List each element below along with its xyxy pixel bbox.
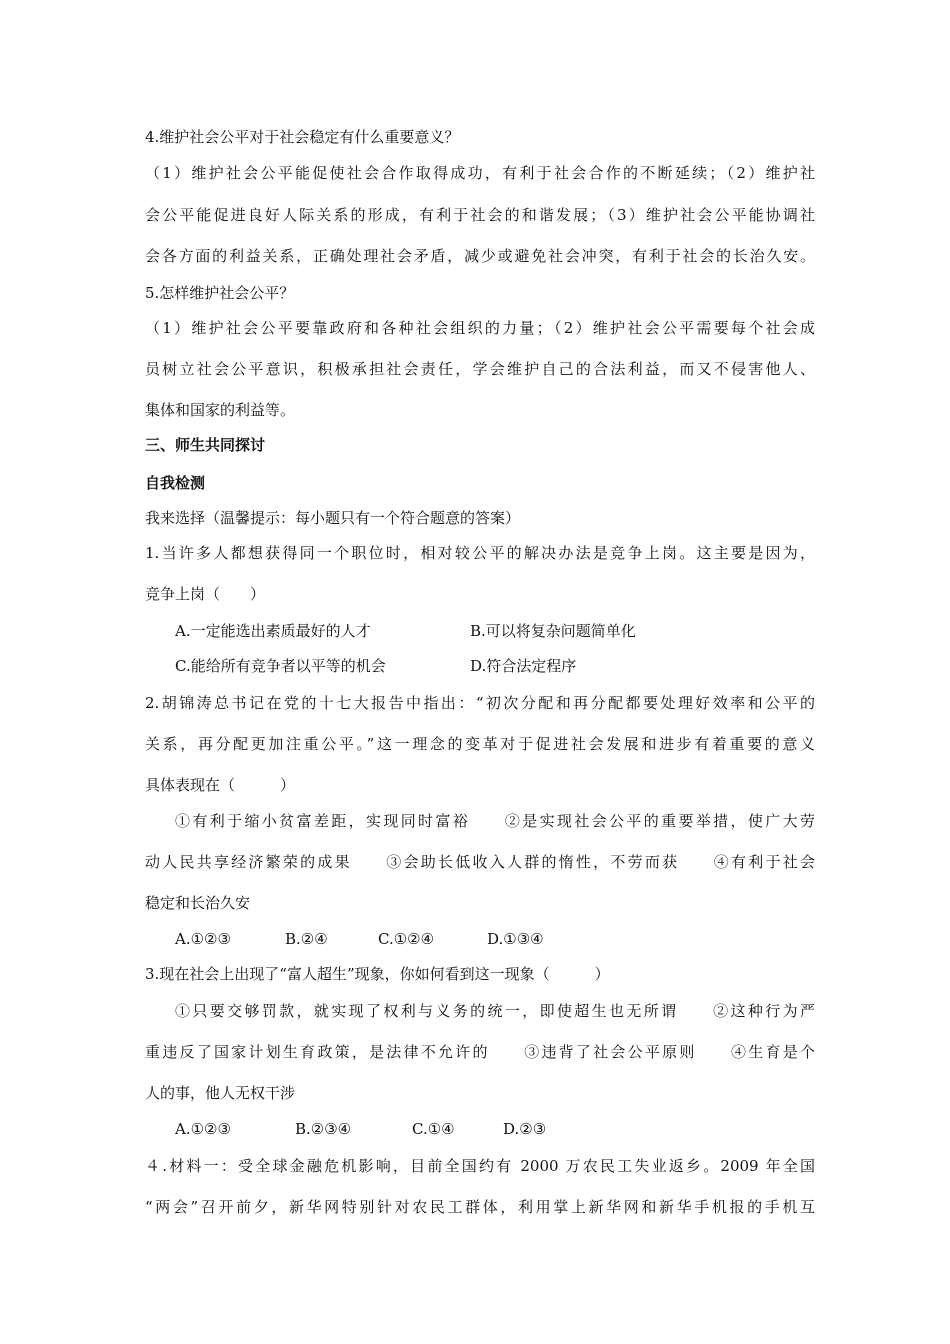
mc2-item-line: 稳定和长治久安 (145, 894, 251, 912)
mc1-option-c: C.能给所有竞争者以平等的机会 (175, 657, 386, 675)
mc3-option-a: A.①②③ (175, 1120, 231, 1138)
mc3-option-d: D.②③ (503, 1120, 547, 1138)
mc2-stem-line: 关系，再分配更加注重公平。”这一理念的变革对于促进社会发展和进步有着重要的意义 (145, 735, 815, 753)
mc3-item-line: ①只要交够罚款，就实现了权利与义务的统一，即使超生也无所谓 ②这种行为严 (175, 1002, 815, 1020)
mc2-item-line: 动人民共享经济繁荣的成果 ③会助长低收入人群的惰性，不劳而获 ④有利于社会 (145, 853, 815, 871)
q4-material-line: ４.材料一：受全球金融危机影响，目前全国约有 2000 万农民工失业返乡。2009 年全国 (145, 1157, 815, 1175)
self-check-heading: 自我检测 (145, 474, 206, 492)
mc3-stem: 3.现在社会上出现了“富人超生”现象，你如何看到这一现象（ ） (145, 965, 610, 983)
mc1-option-b: B.可以将复杂问题简单化 (470, 622, 636, 640)
q4-material-line: “两会”召开前夕，新华网特别针对农民工群体，利用掌上新华网和新华手机报的手机互 (145, 1198, 815, 1216)
mc2-option-a: A.①②③ (175, 930, 231, 948)
q5-answer-line: （1）维护社会公平要靠政府和各种社会组织的力量；（2）维护社会公平需要每个社会成 (145, 319, 815, 337)
mc2-option-c: C.①②④ (378, 930, 435, 948)
mc2-item-line: ①有利于缩小贫富差距，实现同时富裕 ②是实现社会公平的重要举措，使广大劳 (175, 812, 815, 830)
mc1-stem-line: 1.当许多人都想获得同一个职位时，相对较公平的解决办法是竞争上岗。这主要是因为， (145, 544, 815, 562)
mc3-item-line: 重违反了国家计划生育政策，是法律不允许的 ③违背了社会公平原则 ④生育是个 (145, 1043, 815, 1061)
q5-title: 5.怎样维护社会公平？ (145, 284, 295, 302)
mc2-option-d: D.①③④ (487, 930, 544, 948)
mc1-stem-line: 竞争上岗（ ） (145, 585, 266, 603)
choice-instruction: 我来选择（温馨提示：每小题只有一个符合题意的答案） (145, 509, 521, 527)
q4-answer-line: （1）维护社会公平能促使社会合作取得成功，有利于社会合作的不断延续；（2）维护社 (145, 164, 815, 182)
mc2-stem-line: 具体表现在（ ） (145, 776, 296, 794)
q4-title: 4.维护社会公平对于社会稳定有什么重要意义？ (145, 128, 460, 146)
mc3-option-b: B.②③④ (295, 1120, 352, 1138)
section-heading: 三、师生共同探讨 (145, 436, 266, 454)
q4-answer-line: 会公平能促进良好人际关系的形成，有利于社会的和谐发展；（3）维护社会公平能协调社 (145, 206, 815, 224)
mc2-stem-line: 2.胡锦涛总书记在党的十七大报告中指出：“初次分配和再分配都要处理好效率和公平的 (145, 694, 815, 712)
q5-answer-line: 集体和国家的利益等。 (145, 401, 296, 419)
mc1-option-d: D.符合法定程序 (470, 657, 577, 675)
mc3-option-c: C.①④ (412, 1120, 455, 1138)
q4-answer-line: 会各方面的利益关系，正确处理社会矛盾，减少或避免社会冲突，有利于社会的长治久安。 (145, 247, 815, 265)
mc2-option-b: B.②④ (285, 930, 328, 948)
mc3-item-line: 人的事，他人无权干涉 (145, 1084, 296, 1102)
mc1-option-a: A.一定能选出素质最好的人才 (175, 622, 371, 640)
q5-answer-line: 员树立社会公平意识，积极承担社会责任，学会维护自己的合法利益，而又不侵害他人、 (145, 360, 815, 378)
